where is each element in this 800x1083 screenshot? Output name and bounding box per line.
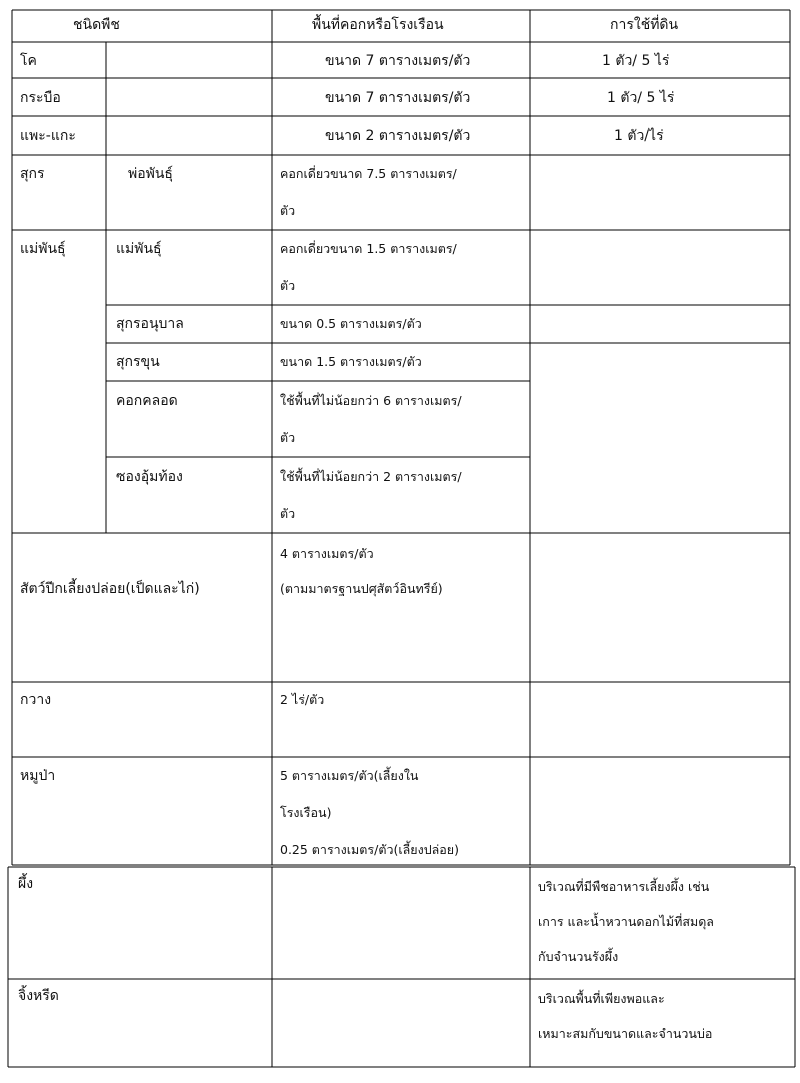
row-bee-land-line1: บริเวณที่มีพืชอาหารเลี้ยงผึ้ง เช่น (538, 879, 710, 894)
row-buffalo-name: กระบือ (20, 90, 61, 106)
row-gestation-pen-line1: ใช้พื้นที่ไม่น้อยกว่า 2 ตารางเมตร/ (280, 469, 462, 484)
row-nursery-pen: ขนาด 0.5 ตารางเมตร/ตัว (280, 316, 422, 331)
row-boar-pen-line2: ตัว (280, 203, 296, 218)
row-cow-pen: ขนาด 7 ตารางเมตร/ตัว (325, 53, 471, 69)
row-goat-sheep-pen: ขนาด 2 ตารางเมตร/ตัว (325, 128, 471, 144)
row-sow-pen-line2: ตัว (280, 278, 296, 293)
row-bee-name: ผึ้ง (18, 876, 34, 892)
row-wild-boar-pen-line2: โรงเรือน) (280, 805, 332, 820)
row-farrowing-pen-line1: ใช้พื้นที่ไม่น้อยกว่า 6 ตารางเมตร/ (280, 393, 462, 408)
row-bee-land-line2: เการ และน้ำหวานดอกไม้ที่สมดุล (538, 914, 714, 929)
row-bee-land-line3: กับจำนวนรังผึ้ง (538, 949, 619, 964)
row-poultry-pen-line1: 4 ตารางเมตร/ตัว (280, 546, 374, 561)
row-boar-pen-line1: คอกเดี่ยวขนาด 7.5 ตารางเมตร/ (280, 166, 457, 181)
row-poultry-pen-line2: (ตามมาตรฐานปศุสัตว์อินทรีย์) (280, 581, 443, 596)
row-cricket-name: จิ้งหรีด (18, 988, 59, 1004)
row-deer-name: กวาง (20, 692, 52, 708)
row-sow-pen-line1: คอกเดี่ยวขนาด 1.5 ตารางเมตร/ (280, 241, 457, 256)
row-sow-label: แม่พันธุ์ (20, 241, 66, 257)
row-goat-sheep-name: แพะ-แกะ (20, 128, 76, 144)
row-buffalo-land: 1 ตัว/ 5 ไร่ (607, 90, 675, 106)
row-gestation-pen-line2: ตัว (280, 506, 296, 521)
header-crop-type: ชนิดพืช (73, 17, 120, 33)
header-pen-area: พื้นที่คอกหรือโรงเรือน (312, 17, 444, 33)
row-pig-name: สุกร (20, 166, 45, 182)
row-cow-name: โค (20, 53, 37, 69)
row-farrowing-name: คอกคลอด (116, 393, 178, 409)
row-grower-pen: ขนาด 1.5 ตารางเมตร/ตัว (280, 354, 422, 369)
row-cow-land: 1 ตัว/ 5 ไร่ (602, 53, 670, 69)
row-poultry-name: สัตว์ปีกเลี้ยงปล่อย(เป็ดและไก่) (20, 581, 200, 597)
row-boar-name: พ่อพันธุ์ (128, 166, 173, 182)
row-grower-name: สุกรขุน (116, 354, 160, 370)
row-gestation-name: ซองอุ้มท้อง (116, 469, 183, 485)
header-land-use: การใช้ที่ดิน (610, 17, 679, 33)
row-wild-boar-name: หมูป่า (20, 768, 56, 784)
row-buffalo-pen: ขนาด 7 ตารางเมตร/ตัว (325, 90, 471, 106)
row-sow-name: แม่พันธุ์ (116, 241, 162, 257)
row-goat-sheep-land: 1 ตัว/ไร่ (614, 128, 664, 144)
row-cricket-land-line2: เหมาะสมกับขนาดและจำนวนบ่อ (538, 1026, 713, 1041)
row-wild-boar-pen-line3: 0.25 ตารางเมตร/ตัว(เลี้ยงปล่อย) (280, 842, 460, 857)
row-deer-pen: 2 ไร่/ตัว (280, 692, 325, 707)
row-nursery-name: สุกรอนุบาล (116, 316, 184, 332)
row-farrowing-pen-line2: ตัว (280, 430, 296, 445)
row-cricket-land-line1: บริเวณพื้นที่เพียงพอและ (538, 991, 665, 1006)
row-wild-boar-pen-line1: 5 ตารางเมตร/ตัว(เลี้ยงใน (280, 768, 419, 783)
